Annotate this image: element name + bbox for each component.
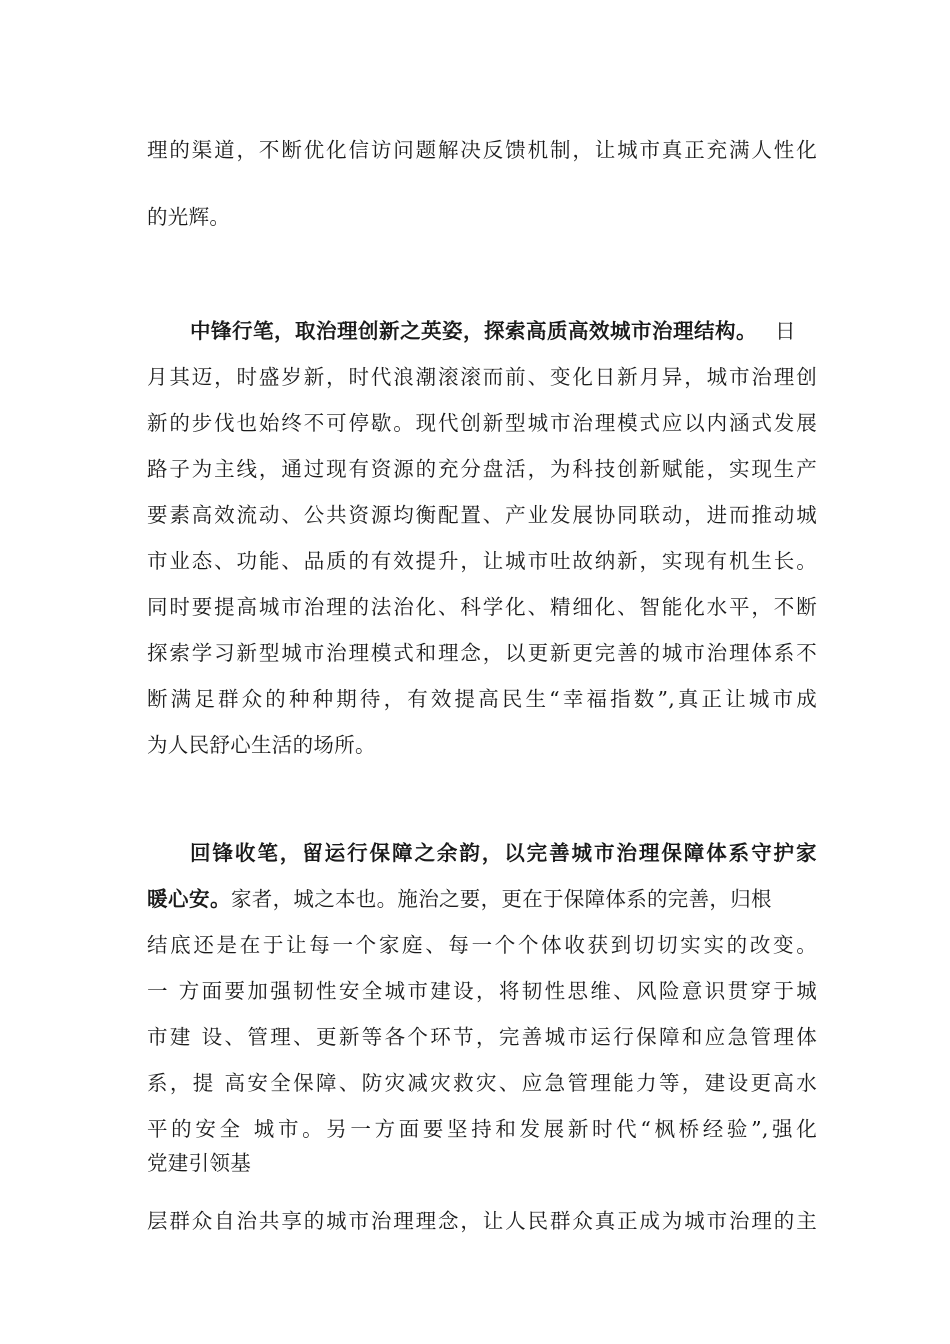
- paragraph-2-line-7: 同时要提高城市治理的法治化、科学化、精细化、智能化水平，不断: [147, 595, 817, 619]
- paragraph-3-line-5: 市建 设、管理、更新等各个环节，完善城市运行保障和应急管理体: [147, 1025, 817, 1049]
- paragraph-1-line-1: 理的渠道，不断优化信访问题解决反馈机制，让城市真正充满人性化: [147, 138, 817, 162]
- paragraph-3-line-2: [147, 885, 817, 913]
- paragraph-3-line-9: 层群众自治共享的城市治理理念，让人民群众真正成为城市治理的主: [147, 1209, 817, 1233]
- paragraph-3-heading-line-1: 回锋收笔，留运行保障之余韵，以完善城市治理保障体系守护家: [190, 841, 817, 865]
- paragraph-2-line-4: 路子为主线，通过现有资源的充分盘活，为科技创新赋能，实现生产: [147, 457, 817, 481]
- paragraph-2-line-8: 探索学习新型城市治理模式和理念，以更新更完善的城市治理体系不: [147, 641, 817, 665]
- paragraph-3-line-6: 系，提 高安全保障、防灾减灾救灾、应急管理能力等，建设更高水: [147, 1071, 817, 1095]
- paragraph-2-line-3: 新的步伐也始终不可停歇。现代创新型城市治理模式应以内涵式发展: [147, 411, 817, 435]
- paragraph-1-line-2: 的光辉。: [147, 205, 231, 229]
- paragraph-2-lead: 日: [775, 319, 796, 343]
- paragraph-3-heading-line-2: 暖心安。: [147, 887, 231, 911]
- paragraph-2-line-5: 要素高效流动、公共资源均衡配置、产业发展协同联动，进而推动城: [147, 503, 817, 527]
- paragraph-2-line-2: 月其迈，时盛岁新，时代浪潮滚滚而前、变化日新月异，城市治理创: [147, 365, 817, 389]
- paragraph-3-line-8: 党建引领基: [147, 1151, 251, 1175]
- paragraph-3-line-4: 一 方面要加强韧性安全城市建设，将韧性思维、风险意识贯穿于城: [147, 979, 817, 1003]
- paragraph-2-line-1: [190, 317, 817, 345]
- paragraph-3-line-7: 平的安全 城市。另一方面要坚持和发展新时代“枫桥经验”,强化: [147, 1117, 817, 1141]
- paragraph-2-line-6: 市业态、功能、品质的有效提升，让城市吐故纳新，实现有机生长。: [147, 549, 817, 573]
- paragraph-3-lead: 家者，城之本也。施治之要，更在于保障体系的完善，归根: [231, 887, 772, 911]
- paragraph-2-heading: 中锋行笔，取治理创新之英姿，探索高质高效城市治理结构。: [190, 319, 757, 343]
- paragraph-2-line-9: 断满足群众的种种期待，有效提高民生“幸福指数”,真正让城市成: [147, 687, 817, 711]
- paragraph-2-line-10: 为人民舒心生活的场所。: [147, 733, 376, 757]
- paragraph-3-line-3: 结底还是在于让每一个家庭、每一个个体收获到切切实实的改变。: [147, 933, 817, 957]
